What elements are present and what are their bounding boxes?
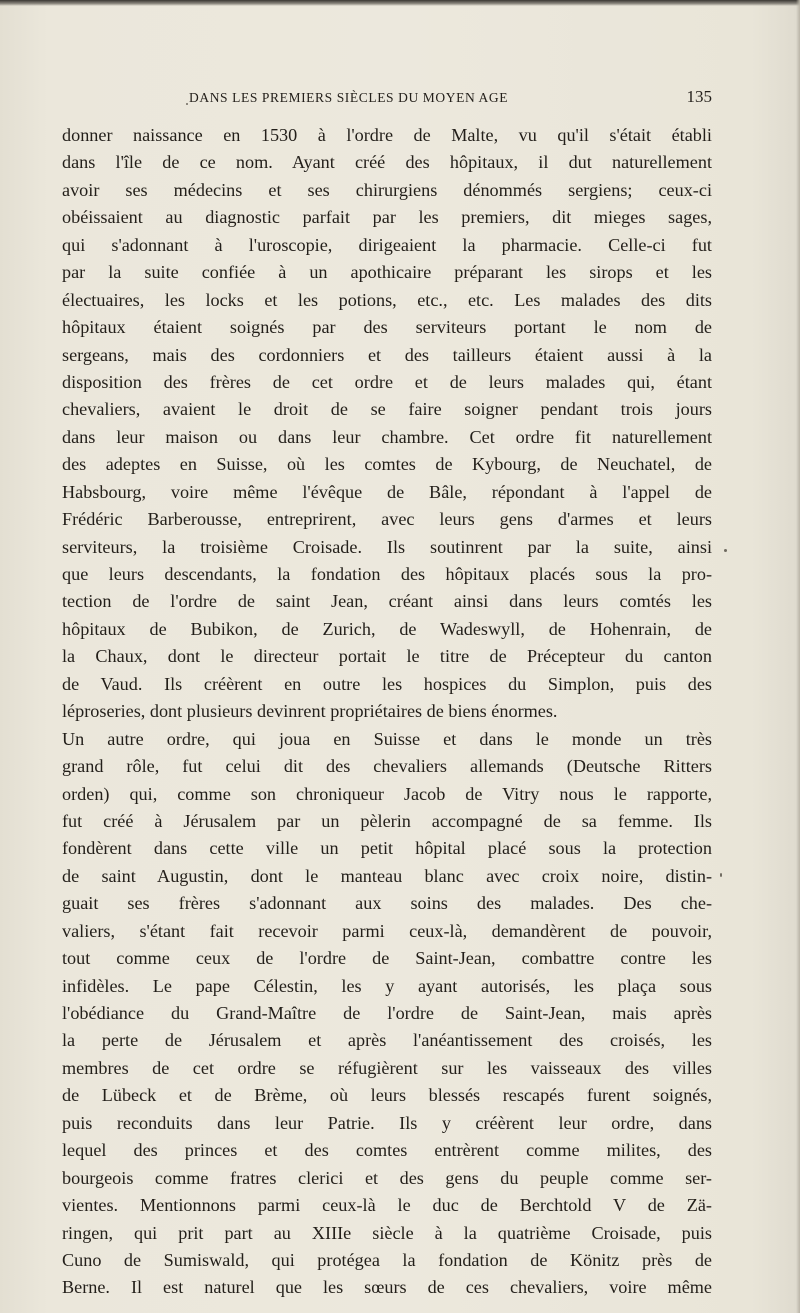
text-line: la Chaux, dont le directeur portait le titre de Précepteur du canton: [62, 646, 712, 667]
text-line: lequel des princes et des comtes entrèrent comme milites, des: [62, 1140, 712, 1161]
paper-speck: [186, 103, 188, 105]
text-line: infidèles. Le pape Célestin, les y ayant autorisés, les plaça sous: [62, 975, 712, 996]
page-top-edge: [0, 0, 800, 6]
text-line: hôpitaux de Bubikon, de Zurich, de Wadeswyll, de Hohenrain, de: [62, 618, 712, 639]
text-line: sergeans, mais des cordonniers et des tailleurs étaient aussi à la: [62, 344, 712, 365]
page-right-edge: [796, 0, 800, 1313]
text-line: membres de cet ordre se réfugièrent sur les vaisseaux des villes: [62, 1057, 712, 1078]
text-line: électuaires, les locks et les potions, etc., etc. Les malades des dits: [62, 289, 712, 310]
text-line: ringen, qui prit part au XIIIe siècle à la quatrième Croisade, puis: [62, 1222, 712, 1243]
text-line: qui s'adonnant à l'uroscopie, dirigeaient la pharmacie. Celle-ci fut: [62, 234, 712, 255]
text-line: donner naissance en 1530 à l'ordre de Malte, vu qu'il s'était établi: [62, 125, 712, 145]
text-line: grand rôle, fut celui dit des chevaliers allemands (Deutsche Ritters: [62, 756, 712, 777]
text-line: Frédéric Barberousse, entreprirent, avec leurs gens d'armes et leurs: [62, 509, 712, 530]
text-line: fut créé à Jérusalem par un pèlerin accompagné de sa femme. Ils: [62, 810, 712, 831]
running-title: DANS LES PREMIERS SIÈCLES DU MOYEN AGE: [189, 90, 509, 105]
text-line: Un autre ordre, qui joua en Suisse et dans le monde un très: [62, 728, 712, 749]
text-line: Habsbourg, voire même l'évêque de Bâle, répondant à l'appel de: [62, 481, 712, 502]
text-line: obéissaient au diagnostic parfait par les premiers, dit mieges sages,: [62, 207, 712, 228]
text-line: vientes. Mentionnons parmi ceux-là le duc de Berchtold V de Zä-: [62, 1195, 712, 1216]
text-line: serviteurs, la troisième Croisade. Ils soutinrent par la suite, ainsi: [62, 536, 712, 557]
text-line: Cuno de Sumiswald, qui protégea la fondation de Könitz près de: [62, 1249, 712, 1270]
text-line: de Vaud. Ils créèrent en outre les hospices du Simplon, puis des: [62, 673, 712, 694]
text-line: valiers, s'étant fait recevoir parmi ceux-là, demandèrent de pouvoir,: [62, 920, 712, 941]
page-header: [62, 88, 712, 110]
text-line: de saint Augustin, dont le manteau blanc avec croix noire, distin-: [62, 865, 712, 886]
text-line: la perte de Jérusalem et après l'anéantissement des croisés, les: [62, 1030, 712, 1051]
text-line: léproseries, dont plusieurs devinrent propriétaires de biens énormes.: [62, 701, 558, 722]
paper-speck: [724, 549, 727, 552]
text-line: fondèrent dans cette ville un petit hôpital placé sous la protection: [62, 838, 712, 859]
text-line: dans l'île de ce nom. Ayant créé des hôpitaux, il dut naturellement: [62, 152, 712, 173]
body-text: [62, 122, 712, 1302]
text-line: Berne. Il est naturel que les sœurs de ces chevaliers, voire même: [62, 1277, 712, 1298]
text-line: bourgeois comme fratres clerici et des gens du peuple comme ser-: [62, 1167, 712, 1188]
paper-speck: [720, 873, 722, 877]
text-line: avoir ses médecins et ses chirurgiens dénommés sergiens; ceux-ci: [62, 179, 712, 200]
page-number: 135: [686, 87, 712, 106]
text-line: par la suite confiée à un apothicaire préparant les sirops et les: [62, 262, 712, 283]
text-line: de Lübeck et de Brème, où leurs blessés rescapés furent soignés,: [62, 1085, 712, 1106]
text-line: orden) qui, comme son chroniqueur Jacob de Vitry nous le rapporte,: [62, 783, 712, 804]
text-line: puis reconduits dans leur Patrie. Ils y créèrent leur ordre, dans: [62, 1112, 712, 1133]
text-line: des adeptes en Suisse, où les comtes de Kybourg, de Neuchatel, de: [62, 454, 712, 475]
text-line: tout comme ceux de l'ordre de Saint-Jean, combattre contre les: [62, 948, 712, 969]
text-line: chevaliers, avaient le droit de se faire soigner pendant trois jours: [62, 399, 712, 420]
text-line: l'obédiance du Grand-Maître de l'ordre de Saint-Jean, mais après: [62, 1003, 712, 1023]
text-line: hôpitaux étaient soignés par des serviteurs portant le nom de: [62, 317, 712, 338]
text-line: disposition des frères de cet ordre et de leurs malades qui, étant: [62, 371, 712, 392]
text-line: que leurs descendants, la fondation des hôpitaux placés sous la pro-: [62, 564, 712, 584]
text-line: tection de l'ordre de saint Jean, créant ainsi dans leurs comtés les: [62, 591, 712, 612]
text-line: guait ses frères s'adonnant aux soins des malades. Des che-: [62, 893, 712, 914]
text-line: dans leur maison ou dans leur chambre. Cet ordre fit naturellement: [62, 426, 712, 447]
